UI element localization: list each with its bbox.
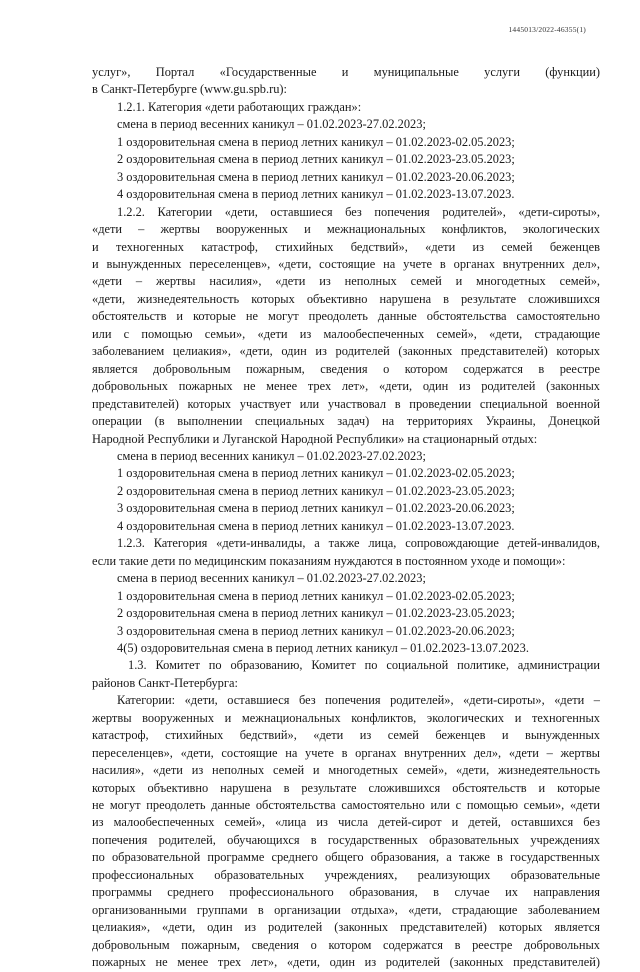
text-line: добровольным пожарным, сведения о котором содержатся в реестре добровольных <box>92 937 600 952</box>
text-line: 1.2.1. Категория «дети работающих граждан»: <box>117 99 362 114</box>
text-line: обстоятельств и которые не могут преодолеть данные обстоятельства самостоятельно <box>92 309 600 324</box>
text-line: 3 оздоровительная смена в период летних каникул – 01.02.2023-20.06.2023; <box>117 623 515 638</box>
text-line: в Санкт-Петербурге (www.gu.spb.ru): <box>92 82 287 97</box>
text-line: операции (в выполнении специальных задач) на территориях Украины, Донецкой <box>92 414 600 429</box>
text-line: 4 оздоровительная смена в период летних каникул – 01.02.2023-13.07.2023. <box>117 187 515 202</box>
text-line: профессиональных образовательных учреждениях, реализующих образовательные <box>92 867 600 882</box>
text-line: жертвы вооруженных и межнациональных конфликтов, экологических и техногенных <box>92 710 600 725</box>
text-line: 1.2.2. Категории «дети, оставшиеся без попечения родителей», «дети-сироты», <box>117 204 600 219</box>
text-line: программы среднего профессионального образования, в случае их направления <box>92 885 600 900</box>
document-number: 1445013/2022-46355(1) <box>508 25 586 34</box>
text-line: «дети, жизнедеятельность которых объективно нарушена в результате сложившихся <box>92 291 600 306</box>
text-line: смена в период весенних каникул – 01.02.2023-27.02.2023; <box>117 117 426 132</box>
text-line: если такие дети по медицинским показаниям нуждаются в постоянном уходе и помощи»: <box>92 553 566 568</box>
text-line: 1 оздоровительная смена в период летних каникул – 01.02.2023-02.05.2023; <box>117 588 515 603</box>
text-line: «дети – жертвы вооруженных и межнациональных конфликтов, экологических <box>92 222 600 237</box>
text-line: попечения родителей, обучающихся в государственных образовательных учреждениях <box>92 832 600 847</box>
text-line: представителей) которых участвует или участвовал в проведении специальной военной <box>92 396 600 411</box>
text-line: организованными группами в организации отдыха», «дети, страдающие заболеванием <box>92 902 600 917</box>
text-line: пожарных не менее трех лет», «дети, один из родителей (законных представителей) <box>92 955 600 970</box>
text-line: которых объективно нарушена в результате сложившихся обстоятельств и которые <box>92 780 600 795</box>
text-line: 1 оздоровительная смена в период летних каникул – 01.02.2023-02.05.2023; <box>117 466 515 481</box>
text-line: переселенцев», «дети, состоящие на учете в органах внутренних дел», «дети – жертвы <box>92 745 600 760</box>
text-line: услуг», Портал «Государственные и муниципальные услуги (функции) <box>92 65 600 79</box>
text-line: Категории: «дети, оставшиеся без попечения родителей», «дети-сироты», «дети – <box>117 693 600 708</box>
text-line: районов Санкт-Петербурга: <box>92 675 238 690</box>
text-line: 1.2.3. Категория «дети-инвалиды, а также лица, сопровождающие детей-инвалидов, <box>117 536 600 551</box>
text-line: и вынужденных переселенцев», «дети, состоящие на учете в органах внутренних дел», <box>92 256 600 271</box>
text-line: 2 оздоровительная смена в период летних каникул – 01.02.2023-23.05.2023; <box>117 152 515 167</box>
text-line: 1 оздоровительная смена в период летних каникул – 01.02.2023-02.05.2023; <box>117 134 515 149</box>
text-line: 3 оздоровительная смена в период летних каникул – 01.02.2023-20.06.2023; <box>117 169 515 184</box>
document-body <box>92 64 600 972</box>
text-line: и техногенных катастроф, стихийных бедствий», «дети из семей беженцев <box>92 239 600 254</box>
text-line: из малообеспеченных семей», «лица из числа детей-сирот и детей, оставшихся без <box>92 815 600 830</box>
text-line: 2 оздоровительная смена в период летних каникул – 01.02.2023-23.05.2023; <box>117 606 515 621</box>
text-line: 1.3. Комитет по образованию, Комитет по социальной политике, администрации <box>128 658 600 673</box>
text-line: Народной Республики и Луганской Народной Республики» на стационарный отдых: <box>92 431 538 446</box>
text-line: по образовательной программе среднего общего образования, а также в государственных <box>92 850 600 865</box>
text-line: добровольных пожарных не менее трех лет», «дети, один из родителей (законных <box>92 379 600 394</box>
text-line: заболеванием целиакия», «дети, один из родителей (законных представителей) которых <box>92 344 600 359</box>
text-line: «дети – жертвы насилия», «дети из неполных семей и многодетных семей», <box>92 274 600 289</box>
text-line: смена в период весенних каникул – 01.02.2023-27.02.2023; <box>117 448 426 463</box>
text-line: насилия», «дети из неполных семей и многодетных семей», «дети, жизнедеятельность <box>92 763 600 778</box>
text-line: 3 оздоровительная смена в период летних каникул – 01.02.2023-20.06.2023; <box>117 501 515 516</box>
text-line: не могут преодолеть данные обстоятельства самостоятельно или с помощью семьи», «дети <box>92 798 600 813</box>
text-line: смена в период весенних каникул – 01.02.2023-27.02.2023; <box>117 571 426 586</box>
text-line: 2 оздоровительная смена в период летних каникул – 01.02.2023-23.05.2023; <box>117 483 515 498</box>
text-line: или с помощью семьи», «дети из малообеспеченных семей», «дети, страдающие <box>92 326 600 341</box>
text-line: 4(5) оздоровительная смена в период летних каникул – 01.02.2023-13.07.2023. <box>117 640 529 655</box>
text-line: целиакия», «дети, один из родителей (законных представителей) которых является <box>92 920 600 935</box>
text-line: является добровольным пожарным, сведения о котором содержатся в реестре <box>92 361 600 376</box>
text-line: 4 оздоровительная смена в период летних каникул – 01.02.2023-13.07.2023. <box>117 518 515 533</box>
text-line: катастроф, стихийных бедствий», «дети из семей беженцев и вынужденных <box>92 728 600 743</box>
